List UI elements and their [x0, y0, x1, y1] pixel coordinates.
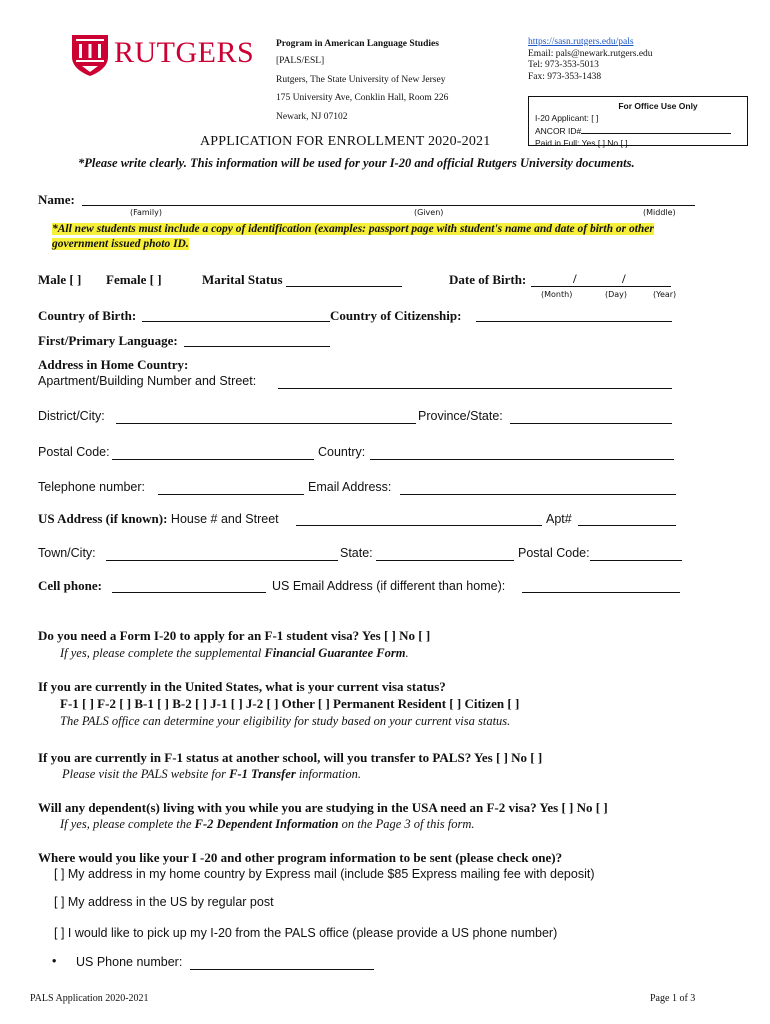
visa-note: The PALS office can determine your eligibility for study based on your current visa status.	[60, 714, 511, 728]
office-use-box: For Office Use Only I-20 Applicant: [ ] ANCOR ID# Paid in Full: Yes [ ] No [ ]	[528, 96, 748, 146]
us-email-field[interactable]	[522, 592, 680, 593]
male-checkbox[interactable]: Male [ ]	[38, 272, 82, 287]
fax-line: Fax: 973-353-1438	[528, 71, 602, 82]
birth-country-label: Country of Birth:	[38, 308, 137, 323]
f2-question[interactable]: Will any dependent(s) living with you while you are studying in the USA need an F-2 visa? Yes [ ] No [ ]	[38, 800, 608, 815]
us-street-field[interactable]	[296, 525, 542, 526]
home-postal-label: Postal Code:	[38, 445, 110, 459]
us-address-row: US Address (if known): House # and Street	[38, 511, 279, 526]
dob-day-label: (Day)	[605, 290, 628, 299]
us-email-label: US Email Address (if different than home):	[272, 579, 506, 593]
name-label: Name:	[38, 192, 75, 207]
us-postal-field[interactable]	[590, 560, 682, 561]
home-city-field[interactable]	[116, 423, 416, 424]
f2-note: If yes, please complete the F-2 Dependent Information on the Page 3 of this form.	[60, 817, 475, 831]
language-field[interactable]	[184, 346, 330, 347]
middle-label: (Middle)	[643, 208, 676, 217]
home-postal-field[interactable]	[112, 459, 314, 460]
name-input-line[interactable]	[82, 205, 695, 206]
send-option-us[interactable]: [ ] My address in the US by regular post	[54, 895, 274, 909]
us-town-label: Town/City:	[38, 546, 96, 560]
us-postal-label: Postal Code:	[518, 546, 590, 560]
email-line: Email: pals@newark.rutgers.edu	[528, 48, 653, 59]
website-link[interactable]: https://sasn.rutgers.edu/pals	[528, 37, 634, 47]
send-option-pickup[interactable]: [ ] I would like to pick up my I-20 from the PALS office (please provide a US phone number)	[54, 926, 558, 940]
language-label: First/Primary Language:	[38, 333, 178, 348]
home-phone-field[interactable]	[158, 494, 304, 495]
home-province-field[interactable]	[510, 423, 672, 424]
us-state-label: State:	[340, 546, 373, 560]
dob-field[interactable]	[531, 286, 671, 287]
send-option-home[interactable]: [ ] My address in my home country by Express mail (include $85 Express mailing fee with deposit)	[54, 867, 595, 881]
dob-slash-1: /	[573, 271, 577, 286]
instruction: *Please write clearly. This information will be used for your I-20 and official Rutgers University documents.	[78, 156, 635, 170]
visa-question: If you are currently in the United States, what is your current visa status?	[38, 679, 446, 694]
home-province-label: Province/State:	[418, 409, 503, 423]
family-label: (Family)	[130, 208, 162, 217]
marital-status-label: Marital Status	[202, 272, 283, 287]
dob-label: Date of Birth:	[449, 272, 527, 287]
dob-month-label: (Month)	[541, 290, 573, 299]
cell-phone-label: Cell phone:	[38, 578, 102, 593]
visa-options[interactable]: F-1 [ ] F-2 [ ] B-1 [ ] B-2 [ ] J-1 [ ] J-2 [ ] Other [ ] Permanent Resident [ ] Citizen [ ]	[60, 696, 520, 711]
us-phone-label: US Phone number:	[76, 955, 183, 969]
rutgers-wordmark: RUTGERS	[114, 36, 255, 69]
footer-left: PALS Application 2020-2021	[30, 993, 149, 1004]
program-name: Program in American Language Studies [PALS/ESL] Rutgers, The State University of New Jersey 175 University Ave, Conklin Hall, Room 226 Newark, NJ 07102	[276, 39, 449, 122]
us-town-field[interactable]	[106, 560, 338, 561]
tel-line: Tel: 973-353-5013	[528, 60, 599, 70]
page-title: APPLICATION FOR ENROLLMENT 2020-2021	[200, 134, 491, 149]
i20-note: If yes, please complete the supplemental Financial Guarantee Form.	[60, 646, 409, 660]
cell-phone-field[interactable]	[112, 592, 266, 593]
us-apt-field[interactable]	[578, 525, 676, 526]
transfer-note: Please visit the PALS website for F-1 Transfer information.	[62, 767, 361, 781]
send-question: Where would you like your I -20 and other program information to be sent (please check one)?	[38, 850, 563, 865]
us-state-field[interactable]	[376, 560, 514, 561]
home-city-label: District/City:	[38, 409, 105, 423]
home-email-label: Email Address:	[308, 480, 392, 494]
i20-question[interactable]: Do you need a Form I-20 to apply for an F-1 student visa? Yes [ ] No [ ]	[38, 628, 431, 643]
us-apt-label: Apt#	[546, 512, 572, 526]
us-phone-field[interactable]	[190, 969, 374, 970]
given-label: (Given)	[414, 208, 444, 217]
rutgers-shield-icon	[70, 33, 110, 77]
marital-status-field[interactable]	[286, 286, 402, 287]
home-street-label: Apartment/Building Number and Street:	[38, 374, 257, 388]
home-phone-label: Telephone number:	[38, 480, 146, 494]
home-street-field[interactable]	[278, 388, 672, 389]
id-note: *All new students must include a copy of identification (examples: passport page with student's name and date of birth or other government issued photo ID.	[52, 223, 654, 250]
dob-year-label: (Year)	[653, 290, 677, 299]
dob-slash-2: /	[622, 271, 626, 286]
contact-block	[528, 37, 653, 83]
home-country-label: Country:	[318, 445, 366, 459]
female-checkbox[interactable]: Female [ ]	[106, 272, 162, 287]
citizenship-label: Country of Citizenship:	[330, 308, 462, 323]
birth-country-field[interactable]	[142, 321, 330, 322]
home-country-field[interactable]	[370, 459, 674, 460]
bullet: •	[52, 954, 57, 968]
page-number: Page 1 of 3	[650, 993, 696, 1004]
transfer-question[interactable]: If you are currently in F-1 status at another school, will you transfer to PALS? Yes [ ] No [ ]	[38, 750, 543, 765]
home-address-title: Address in Home Country:	[38, 357, 189, 372]
home-email-field[interactable]	[400, 494, 676, 495]
citizenship-field[interactable]	[476, 321, 672, 322]
